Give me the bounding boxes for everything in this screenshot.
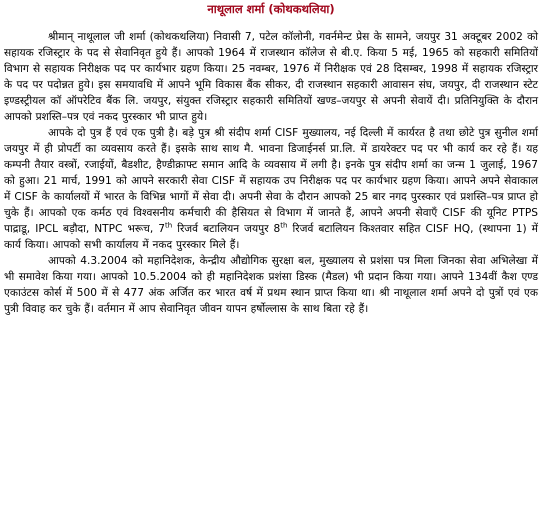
paragraph-career: श्रीमान् नाथूलाल जी शर्मा (कोथकथलिया) निवासी 7, पटेल कॉलोनी, गवर्नमेन्ट प्रेस के सामने, जयपुर 31 अक्टूबर 2002 को सहायक रजिस्ट्रार के पद से सेवानिवृत हुये हैं। आपको 1964 में राजस्थान कॉलेज से बी.ए. किया 5 मई, 1965 को सहकारी समितियों विभाग से सहायक निरीक्षक पद पर कार्यभार ग्रहण किया। 25 नवम्बर, 1976 में निरीक्षक एवं 28 दिसम्बर, 1998 में सहायक रजिस्ट्रार के पद पर पदोन्नत हुये। इस समयावधि में आपने भूमि विकास बैंक सीकर, दी राजस्थान सहकारी आवासन संघ, जयपुर, दी राजस्थान स्टेट इण्डस्ट्रीयल कॉ ऑपरेटिव बैंक लि. जयपुर, संयुक्त रजिस्ट्रार सहकारी समितियों खण्ड–जयपुर से अपनी सेवायें दी। प्रतिनियुक्ति के दौरान आपको प्रशस्ति–पत्र एवं नकद पुरस्कार भी प्राप्त हुये। (4, 31, 538, 123)
page-title: नाथूलाल शर्मा (कोथकथलिया) (207, 2, 335, 16)
paragraph-family-text-a: आपके दो पुत्र हैं एवं एक पुत्री है। बड़े पुत्र श्री संदीप शर्मा CISF मुख्यालय, नई दिल्ली में कार्यरत है तथा छोटे पुत्र सुनील शर्मा जयपुर में ही प्रोपर्टी का व्यवसाय करते हैं। इसके साथ साथ मै. भावना डिजाईनर्स प्रा.लि. में डायरेक्टर पद पर भी कार्य कर रहे हैं। यह कम्पनी तैयार वस्त्रों, रजाईयों, बैडशीट, हैण्डीक्राफ्ट समान आदि के व्यवसाय में लगी है। इनके पुत्र संदीप शर्मा का जन्म 1 जुलाई, 1967 को हुआ। 21 मार्च, 1991 को आपने सरकारी सेवा CISF में सहायक उप निरीक्षक पद पर कार्यभार ग्रहण किया। आपने अपने सेवाकाल में CISF के कार्यालयों में भारत के विभिन्न भागों में सेवा दी। अपनी सेवा के दौरान आपको 25 बार नगद पुरस्कार एवं प्रशस्ति–पत्र प्राप्त हो चुके हैं। आपको एक कर्मठ एवं विश्वसनीय कर्मचारी की हैसियत से विभाग में जानते हैं, आपने अपनी सेवाएँ CISF की यूनिट PTPS पाद्राडू, IPCL बड़ौदा, NTPC भरूच, 7 (4, 127, 538, 235)
ordinal-suffix-8th: th (280, 221, 288, 230)
paragraph-family-text-c: रिजर्व बटालियन किश्तवार सहित CISF HQ, (स्थापना 1) में कार्य किया। आपको सभी कार्यालय में नकद पुरस्कार मिले हैं। (4, 223, 538, 251)
ordinal-suffix-7th: th (165, 221, 173, 230)
paragraph-awards: आपको 4.3.2004 को महानिदेशक, केन्द्रीय औद्योगिक सुरक्षा बल, मुख्यालय से प्रशंसा पत्र मिला जिनका सेवा अभिलेखा में भी समावेश किया गया। आपको 10.5.2004 को ही महानिदेशक प्रशंसा डिस्क (मैडल) भी प्रदान किया गया। आपने 134वीं कैश एण्ड एकाउंटस कोर्स में 500 में से 477 अंक अर्जित कर भारत वर्ष में प्रथम स्थान प्राप्त किया था। श्री नाथूलाल शर्मा अपने दो पुत्रों एवं एक पुत्री विवाह कर चुके हैं। वर्तमान में आप सेवानिवृत जीवन यापन हर्षोल्लास के साथ बिता रहे हैं। (4, 255, 538, 315)
paragraph-family (4, 125, 538, 253)
paragraph-family-text-b: रिजर्व बटालियन जयपुर 8 (172, 223, 281, 235)
